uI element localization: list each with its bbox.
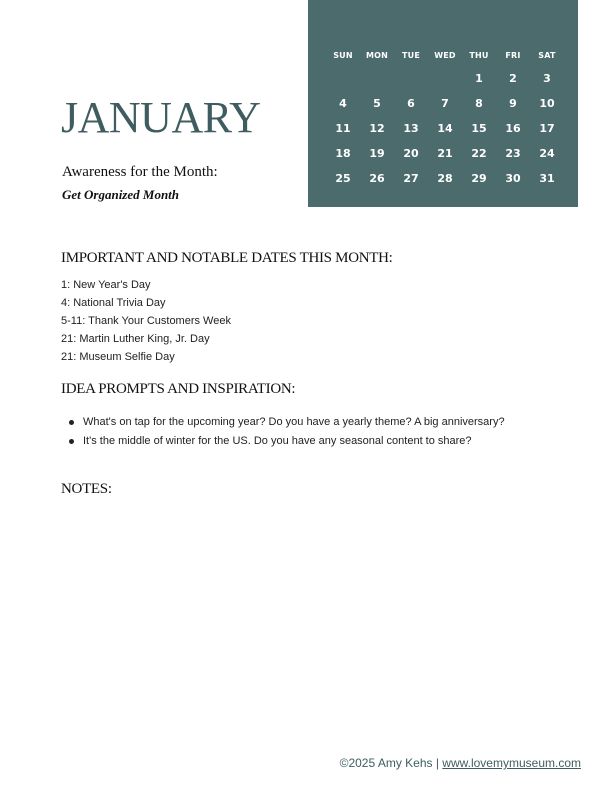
- calendar-day-empty: [360, 70, 394, 87]
- weekday-header: SUN: [333, 51, 353, 60]
- calendar-day: 15: [471, 122, 487, 135]
- calendar-day: 9: [509, 97, 517, 110]
- calendar-day: 5: [373, 97, 381, 110]
- awareness-label: Awareness for the Month:: [62, 164, 218, 180]
- calendar-day: 12: [369, 122, 385, 135]
- footer: [340, 756, 581, 770]
- idea-item: What's on tap for the upcoming year? Do you have a yearly theme? A big anniversary?: [61, 413, 505, 432]
- calendar-day: 29: [471, 172, 487, 185]
- idea-item: It's the middle of winter for the US. Do you have any seasonal content to share?: [61, 432, 505, 451]
- date-item: 5-11: Thank Your Customers Week: [61, 315, 231, 327]
- calendar-day: 10: [539, 97, 555, 110]
- footer-copyright: ©2025 Amy Kehs |: [339, 756, 443, 770]
- calendar-day-empty: [394, 70, 428, 87]
- calendar-day: 30: [505, 172, 521, 185]
- calendar-day: 14: [437, 122, 453, 135]
- weekday-header: MON: [365, 51, 389, 60]
- calendar-day: 22: [471, 147, 487, 160]
- calendar-day: 3: [543, 72, 551, 85]
- calendar-day: 20: [403, 147, 419, 160]
- weekday-header: FRI: [505, 51, 521, 60]
- ideas-section-title: IDEA PROMPTS AND INSPIRATION:: [61, 381, 296, 397]
- footer-website-link[interactable]: www.lovemymuseum.com: [442, 756, 581, 770]
- calendar-day: 28: [437, 172, 453, 185]
- calendar-day: 4: [339, 97, 347, 110]
- calendar-day: 13: [403, 122, 419, 135]
- date-item: 1: New Year's Day: [61, 279, 151, 291]
- awareness-value: Get Organized Month: [62, 187, 180, 202]
- calendar-day: 19: [369, 147, 385, 160]
- calendar-day: 25: [335, 172, 351, 185]
- dates-section-title: IMPORTANT AND NOTABLE DATES THIS MONTH:: [61, 250, 393, 266]
- calendar-day: 11: [335, 122, 351, 135]
- weekday-header: TUE: [401, 51, 421, 60]
- calendar-day: 8: [475, 97, 483, 110]
- date-item: 4: National Trivia Day: [61, 297, 166, 309]
- notes-section-title: NOTES:: [61, 481, 112, 497]
- weekday-header: SAT: [538, 51, 556, 60]
- calendar-day-empty: [326, 70, 360, 87]
- calendar-panel: [308, 0, 578, 207]
- calendar-day: 1: [475, 72, 483, 85]
- date-item: 21: Martin Luther King, Jr. Day: [61, 333, 210, 345]
- calendar-day: 21: [437, 147, 453, 160]
- dates-list: [61, 276, 231, 366]
- weekday-header: THU: [469, 51, 489, 60]
- calendar-day: 7: [441, 97, 449, 110]
- calendar-day: 31: [539, 172, 555, 185]
- calendar-day: 6: [407, 97, 415, 110]
- calendar-day: 26: [369, 172, 385, 185]
- calendar-day: 18: [335, 147, 351, 160]
- calendar-day: 23: [505, 147, 521, 160]
- weekday-header: WED: [434, 51, 456, 60]
- date-item: 21: Museum Selfie Day: [61, 351, 175, 363]
- calendar-day: 16: [505, 122, 521, 135]
- calendar-day: 17: [539, 122, 555, 135]
- calendar-grid: [326, 50, 564, 187]
- ideas-list: [61, 413, 505, 451]
- calendar-day: 2: [509, 72, 517, 85]
- calendar-day: 27: [403, 172, 419, 185]
- month-title: JANUARY: [61, 93, 261, 142]
- calendar-day: 24: [539, 147, 555, 160]
- calendar-day-empty: [428, 70, 462, 87]
